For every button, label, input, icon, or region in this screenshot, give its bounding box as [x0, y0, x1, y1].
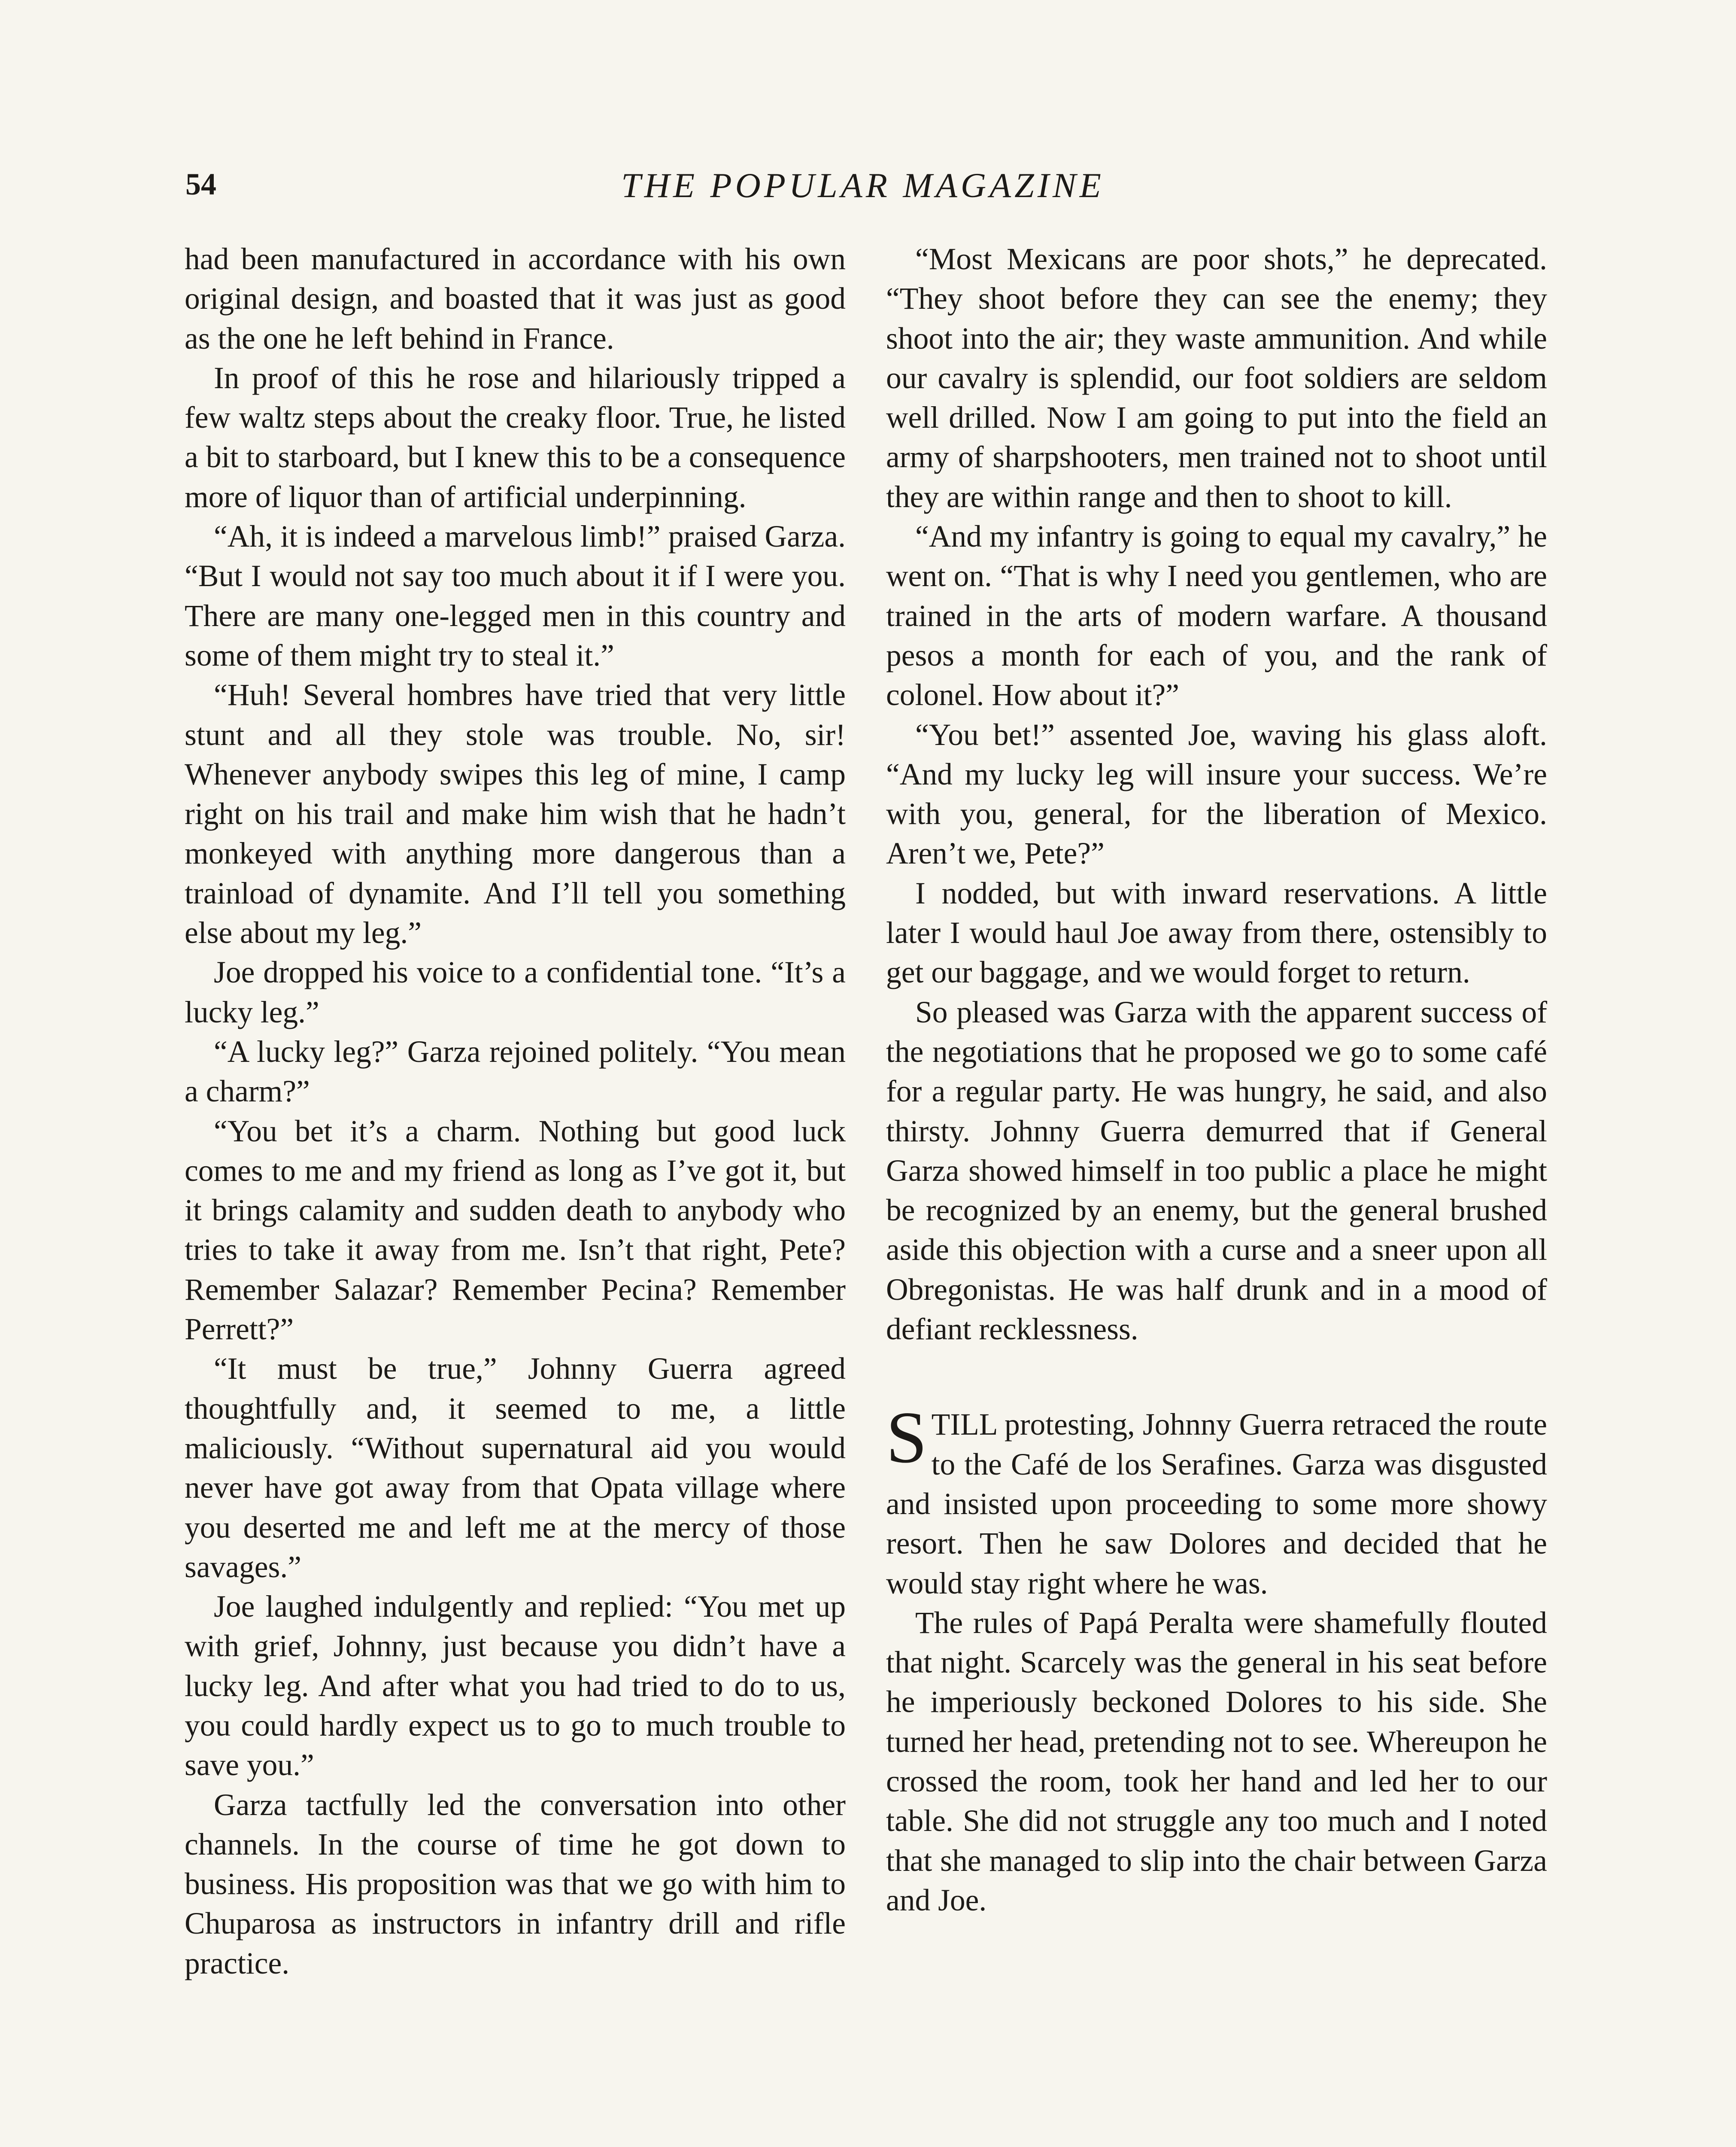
- section-break: [886, 1349, 1547, 1405]
- paragraph: The rules of Papá Peralta were shamefully flouted that night. Scarcely was the general in his seat before he imperiously beckoned Dolores to his side. She turned her head, pretending not to see. Whereupon he crossed the room, took her hand and led her to our table. She did not struggle any too much and I noted that she managed to slip into the chair between Garza and Joe.: [886, 1606, 1547, 1917]
- paragraph: Joe dropped his voice to a confidential tone. “It’s a lucky leg.”: [185, 955, 846, 1029]
- paragraph: “Huh! Several hombres have tried that very little stunt and all they stole was trouble. No, sir! Whenever anybody swipes this leg of mine, I camp right on his trail and make him wish that he hadn’t monkeyed with anything more dangerous than a trainload of dynamite. And I’ll tell you something else about my leg.”: [185, 678, 846, 950]
- paragraph: “And my infantry is going to equal my cavalry,” he went on. “That is why I need you gentlemen, who are trained in the arts of modern warfare. A thousand pesos a month for each of you, and the rank of colonel. How about it?”: [886, 520, 1547, 712]
- paragraph: “Most Mexicans are poor shots,” he deprecated. “They shoot before they can see the enemy; they shoot into the air; they waste ammunition. And while our cavalry is splendid, our foot soldiers are seldom well drilled. Now I am going to put into the field an army of sharpshooters, men trained not to shoot until they are within range and then to shoot to kill.: [886, 242, 1547, 514]
- right-column: [886, 240, 1547, 1920]
- section-opening-text: TILL protesting, Johnny Guerra retraced the route to the Café de los Serafines. Garza was disgusted and insisted upon proceeding to some more showy resort. Then he saw Dolores and decided that he would stay right where he was.: [886, 1408, 1547, 1600]
- paragraph: Garza tactfully led the conversation into other channels. In the course of time he got down to business. His proposition was that we go with him to Chuparosa as instructors in infantry drill and rifle practice.: [185, 1788, 846, 1980]
- paragraph: I nodded, but with inward reservations. A little later I would haul Joe away from there, ostensibly to get our baggage, and we would forget to return.: [886, 876, 1547, 990]
- paragraph: “A lucky leg?” Garza rejoined politely. “You mean a charm?”: [185, 1034, 846, 1109]
- drop-cap: S: [886, 1397, 927, 1479]
- paragraph: “It must be true,” Johnny Guerra agreed thoughtfully and, it seemed to me, a little maliciously. “Without supernatural aid you would never have got away from that Opata village where you deserted me and left me at the mercy of those savages.”: [185, 1352, 846, 1584]
- paragraph: “You bet it’s a charm. Nothing but good luck comes to me and my friend as long as I’ve got it, but it brings calamity and sudden death to anybody who tries to take it away from me. Isn’t that right, Pete? Remember Salazar? Remember Pecina? Remember Perrett?”: [185, 1114, 846, 1347]
- paragraph: “You bet!” assented Joe, waving his glass aloft. “And my lucky leg will insure your success. We’re with you, general, for the liberation of Mexico. Aren’t we, Pete?”: [886, 718, 1547, 871]
- section-opening-paragraph: [886, 1397, 1547, 1603]
- paragraph: Joe laughed indulgently and replied: “You met up with grief, Johnny, just because you didn’t have a lucky leg. And after what you had tried to do to us, you could hardly expect us to go to much trouble to save you.”: [185, 1590, 846, 1782]
- running-head: THE POPULAR MAGAZINE: [621, 166, 1105, 205]
- left-column: [185, 240, 846, 1983]
- page-number: 54: [185, 167, 216, 201]
- paragraph: So pleased was Garza with the apparent success of the negotiations that he proposed we go to some café for a regular party. He was hungry, he said, and also thirsty. Johnny Guerra demurred that if General Garza showed himself in too public a place he might be recognized by an enemy, but the general brushed aside this objection with a curse and a sneer upon all Obregonistas. He was half drunk and in a mood of defiant recklessness.: [886, 995, 1547, 1347]
- paragraph: had been manufactured in accordance with his own original design, and boasted that it was just as good as the one he left behind in France.: [185, 242, 846, 356]
- paragraph: “Ah, it is indeed a marvelous limb!” praised Garza. “But I would not say too much about it if I were you. There are many one-legged men in this country and some of them might try to steal it.”: [185, 520, 846, 672]
- paragraph: In proof of this he rose and hilariously tripped a few waltz steps about the creaky floor. True, he listed a bit to starboard, but I knew this to be a consequence more of liquor than of artificial underpinning.: [185, 361, 846, 514]
